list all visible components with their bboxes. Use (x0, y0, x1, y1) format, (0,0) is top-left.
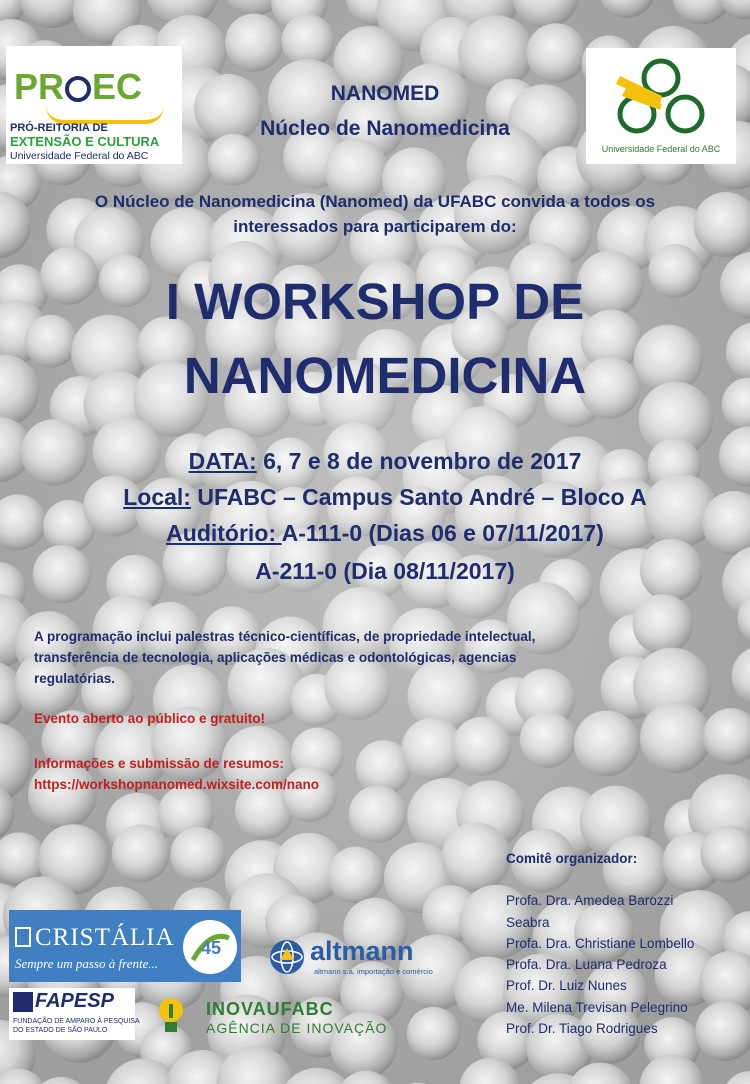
organizing-committee (506, 848, 746, 1039)
inova-lightbulb-icon (156, 996, 186, 1036)
committee-member: Seabra (506, 914, 550, 930)
altmann-globe-icon (270, 940, 304, 974)
date-label: DATA: (188, 448, 257, 474)
cristalia-name: CRISTÁLIA (35, 924, 175, 951)
submission-label: Informações e submissão de resumos: (34, 756, 284, 771)
program-description (34, 626, 654, 689)
invitation-line2: interessados para participarem do: (233, 217, 517, 236)
date-value: 6, 7 e 8 de novembro de 2017 (256, 448, 582, 474)
committee-heading: Comitê organizador: (506, 851, 638, 866)
event-date (0, 448, 750, 475)
cristalia-anniversary-badge-icon (183, 920, 237, 974)
proec-line1: PRÓ-REITORIA DE (10, 122, 108, 134)
cristalia-name-wrap (15, 924, 175, 952)
auditorium-value: A-111-0 (Dias 06 e 07/11/2017) (281, 520, 604, 546)
event-title-line2: NANOMEDICINA (183, 347, 587, 404)
fapesp-logo (9, 988, 140, 1040)
free-event-notice: Evento aberto ao público e gratuito! (34, 711, 266, 726)
inova-ufabc-logo (156, 996, 386, 1040)
ufabc-logo (586, 48, 736, 164)
svg-text:45: 45 (201, 938, 222, 958)
invitation-line1: O Núcleo de Nanomedicina (Nanomed) da UFABC convida a todos os (94, 192, 656, 211)
submission-url-link[interactable]: https://workshopnanomed.wixsite.com/nano (34, 777, 320, 792)
header-subtitle: Núcleo de Nanomedicina (260, 117, 510, 140)
committee-member: Profa. Dra. Amedea Barozzi (506, 893, 674, 909)
committee-member: Prof. Dr. Tiago Rodrigues (506, 1021, 658, 1037)
fapesp-name: FAPESP (35, 990, 114, 1012)
altmann-name: altmann (310, 936, 414, 966)
program-line2: transferência de tecnologia, aplicações médicas e odontológicas, agencias (34, 650, 517, 665)
header-title: NANOMED (330, 82, 440, 105)
ufabc-name: Universidade Federal do ABC (601, 144, 721, 154)
cristalia-logo (9, 910, 241, 982)
inova-subtitle: AGÊNCIA DE INOVAÇÃO (206, 1020, 388, 1036)
inova-name: INOVAUFABC (206, 999, 334, 1019)
proec-wordmark: PR EC (14, 66, 143, 107)
event-auditorium-2: A-211-0 (Dia 08/11/2017) (255, 558, 515, 584)
invitation-text (0, 189, 750, 239)
program-line3: regulatórias. (34, 671, 116, 686)
local-value: UFABC – Campus Santo André – Bloco A (190, 484, 647, 510)
program-line1: A programação inclui palestras técnico-científicas, de propriedade intelectual, (34, 629, 536, 644)
proec-line2: EXTENSÃO E CULTURA (10, 134, 160, 149)
fapesp-subtitle-line1: FUNDAÇÃO DE AMPARO À PESQUISA (13, 1018, 140, 1025)
cristalia-mark-icon (15, 927, 31, 947)
fapesp-mark-icon (13, 992, 33, 1012)
event-auditorium (0, 520, 750, 547)
committee-member: Profa. Dra. Christiane Lombello (506, 935, 695, 951)
fapesp-subtitle-line2: DO ESTADO DE SÃO PAULO (13, 1027, 108, 1034)
event-title-line1: I WORKSHOP DE (165, 273, 585, 330)
local-label: Local: (123, 484, 191, 510)
proec-line3: Universidade Federal do ABC (10, 150, 149, 162)
committee-member: Profa. Dra. Luana Pedroza (506, 957, 667, 973)
auditorium-label: Auditório: (166, 520, 282, 546)
altmann-logo (270, 936, 460, 978)
altmann-subtitle: altmann s.a. importação e comércio (314, 967, 433, 976)
committee-member: Prof. Dr. Luiz Nunes (506, 978, 627, 994)
event-location (0, 484, 750, 511)
committee-member: Me. Milena Trevisan Pelegrino (506, 999, 688, 1015)
cristalia-slogan: Sempre um passo à frente... (15, 956, 159, 971)
